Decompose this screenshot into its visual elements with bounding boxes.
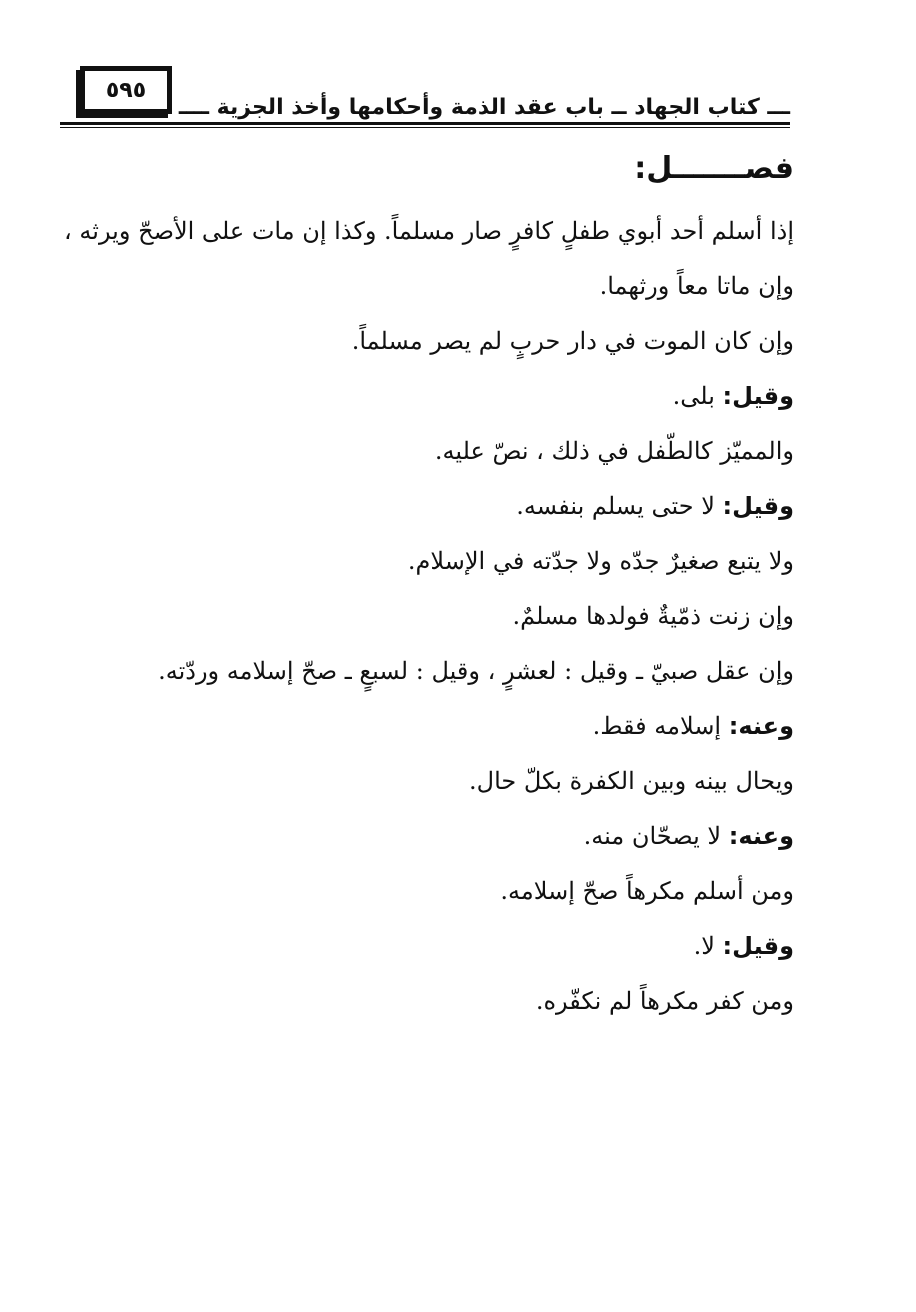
line-text: إذا أسلم أحد أبوي طفلٍ كافرٍ صار مسلماً. وكذا إن مات على الأصحّ ويرثه ،: [64, 217, 794, 245]
text-line: [54, 589, 794, 644]
line-text: بلى.: [672, 382, 723, 410]
header-rule: [60, 122, 790, 125]
keyword: وعنه:: [728, 822, 794, 850]
text-line: [54, 919, 794, 974]
line-text: لا حتى يسلم بنفسه.: [516, 492, 723, 520]
text-line: [54, 699, 794, 754]
keyword: وقيل:: [722, 492, 794, 520]
header-rule-thin: [60, 127, 790, 128]
text-line: [54, 479, 794, 534]
keyword: وقيل:: [722, 932, 794, 960]
text-line: [54, 864, 794, 919]
line-text: ويحال بينه وبين الكفرة بكلّ حال.: [469, 767, 794, 795]
text-line: [54, 314, 794, 369]
section-heading: فصـــــــل:: [634, 151, 794, 186]
line-text: ولا يتبع صغيرٌ جدّه ولا جدّته في الإسلام.: [407, 547, 794, 575]
text-line: [54, 204, 794, 259]
line-text: وإن ماتا معاً ورثهما.: [599, 272, 794, 300]
text-line: [54, 644, 794, 699]
body-text: [54, 204, 794, 1029]
line-text: لا يصحّان منه.: [583, 822, 729, 850]
text-line: [54, 534, 794, 589]
line-text: والمميّز كالطّفل في ذلك ، نصّ عليه.: [434, 437, 794, 465]
line-text: إسلامه فقط.: [592, 712, 729, 740]
line-text: ومن كفر مكرهاً لم نكفّره.: [535, 987, 794, 1015]
text-line: [54, 259, 794, 314]
text-line: [54, 424, 794, 479]
keyword: وعنه:: [728, 712, 794, 740]
line-text: وإن زنت ذمّيةٌ فولدها مسلمٌ.: [512, 602, 794, 630]
line-text: ومن أسلم مكرهاً صحّ إسلامه.: [500, 877, 794, 905]
text-line: [54, 974, 794, 1029]
text-line: [54, 809, 794, 864]
page-number-text: ٥٩٥: [105, 77, 147, 103]
line-text: وإن عقل صبيّ ـ وقيل : لعشرٍ ، وقيل : لسبعٍ ـ صحّ إسلامه وردّته.: [158, 657, 794, 685]
keyword: وقيل:: [722, 382, 794, 410]
line-text: لا.: [693, 932, 723, 960]
text-line: [54, 369, 794, 424]
text-line: [54, 754, 794, 809]
line-text: وإن كان الموت في دار حربٍ لم يصر مسلماً.: [351, 327, 794, 355]
running-header: ـــ كتاب الجهاد ــ باب عقد الذمة وأحكامها وأخذ الجزية ــــ: [178, 95, 790, 120]
